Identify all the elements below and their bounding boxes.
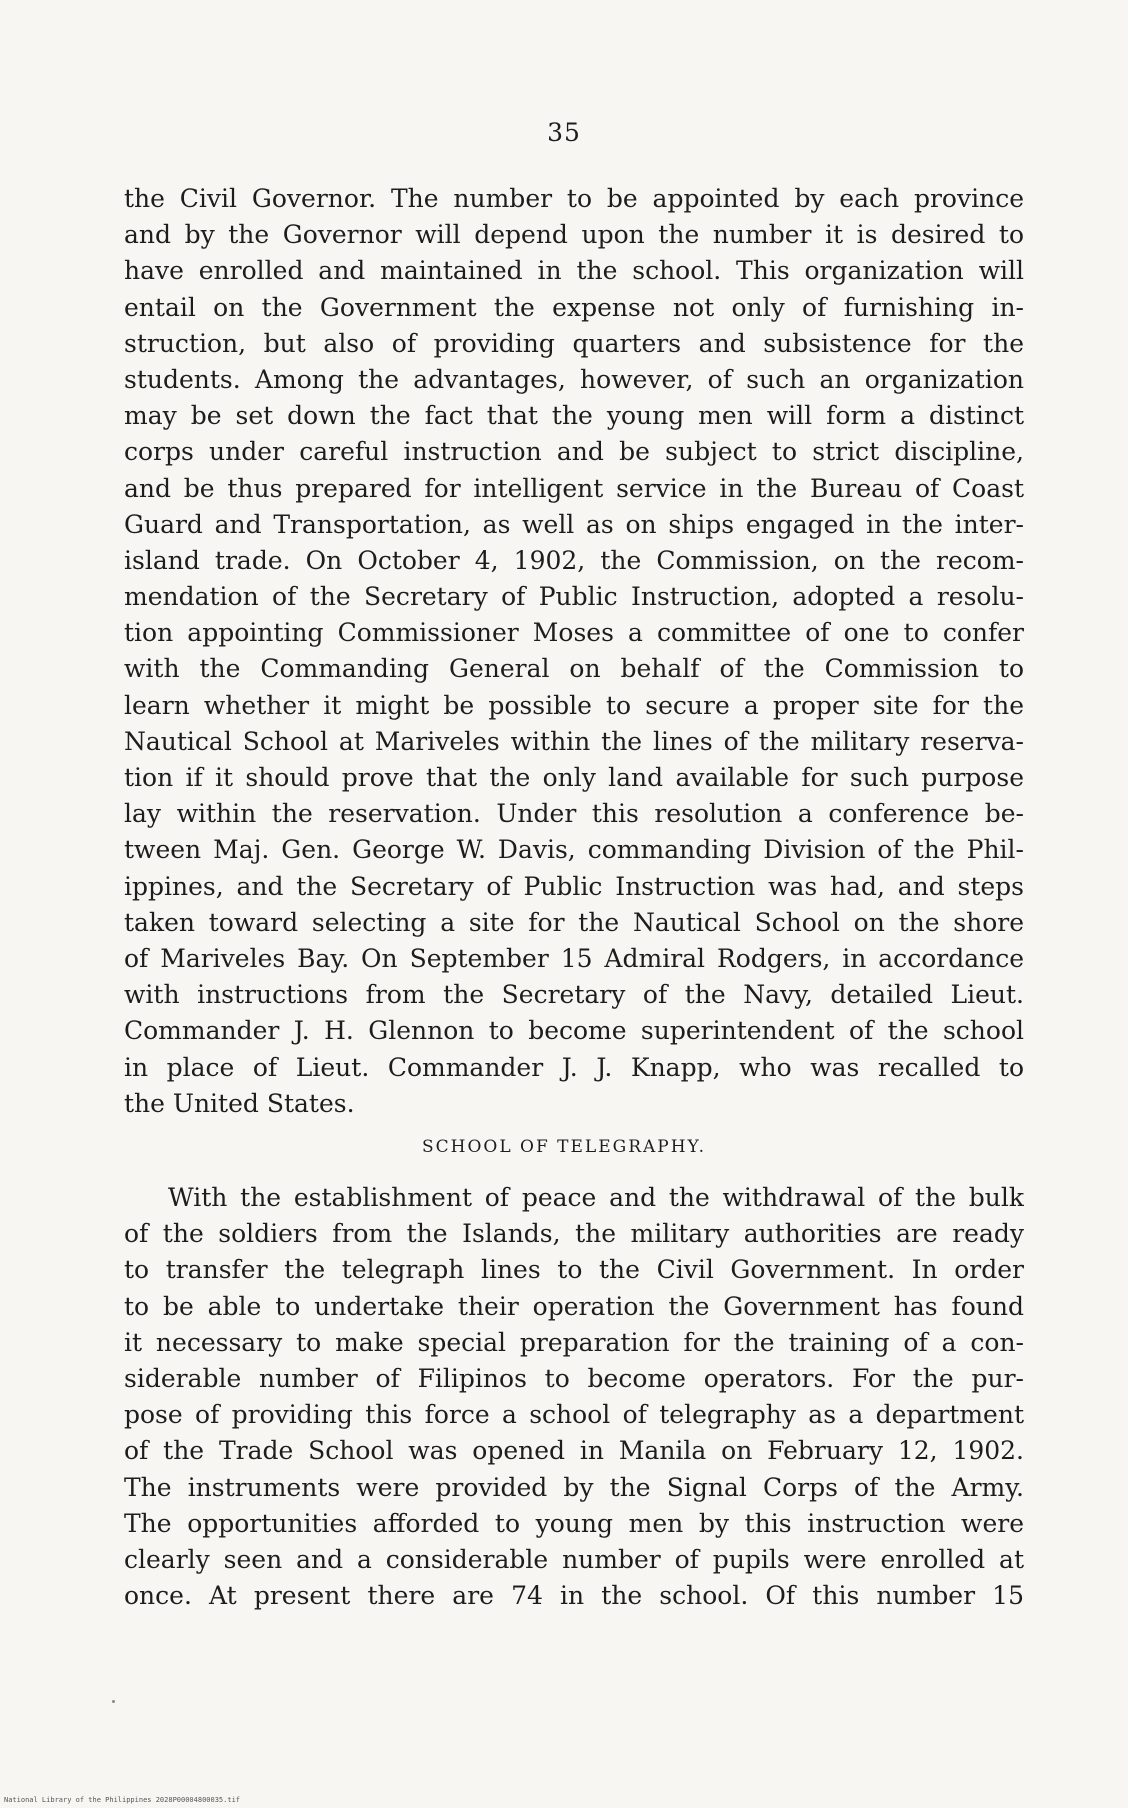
text-line: to transfer the telegraph lines to the Civil Government. In order — [124, 1255, 1024, 1285]
text-line: mendation of the Secretary of Public Instruction, adopted a resolu- — [124, 582, 1024, 612]
text-line: learn whether it might be possible to secure a proper site for the — [124, 690, 1024, 720]
page-number: 35 — [547, 118, 581, 147]
text-line: have enrolled and maintained in the school. This organization will — [124, 256, 1024, 286]
text-line: The opportunities afforded to young men by this instruction were — [124, 1508, 1024, 1538]
text-line: Guard and Transportation, as well as on ships engaged in the inter- — [124, 509, 1024, 539]
text-line: clearly seen and a considerable number of pupils were enrolled at — [124, 1544, 1024, 1574]
text-line: struction, but also of providing quarters and subsistence for the — [124, 328, 1024, 358]
paragraph-nautical-school — [124, 181, 1024, 1122]
text-line: and by the Governor will depend upon the number it is desired to — [124, 220, 1024, 250]
text-line: tween Maj. Gen. George W. Davis, commanding Division of the Phil- — [124, 835, 1024, 865]
text-line: of Mariveles Bay. On September 15 Admiral Rodgers, in accordance — [124, 943, 1024, 973]
text-line: in place of Lieut. Commander J. J. Knapp, who was recalled to — [124, 1052, 1024, 1082]
text-line: ippines, and the Secretary of Public Instruction was had, and steps — [124, 871, 1024, 901]
text-line: of the Trade School was opened in Manila on February 12, 1902. — [124, 1436, 1024, 1466]
text-line: may be set down the fact that the young men will form a distinct — [124, 401, 1024, 431]
text-line: pose of providing this force a school of telegraphy as a department — [124, 1400, 1024, 1430]
text-line: the Civil Governor. The number to be appointed by each province — [124, 184, 1024, 213]
text-line: entail on the Government the expense not only of furnishing in- — [124, 292, 1024, 322]
paragraph-school-of-telegraphy — [124, 1180, 1024, 1614]
text-line: tion appointing Commissioner Moses a committee of one to confer — [124, 618, 1024, 648]
scan-speck — [112, 1700, 115, 1703]
text-line: the United States. — [124, 1088, 355, 1118]
text-line: island trade. On October 4, 1902, the Commission, on the recom- — [124, 545, 1024, 575]
text-line: Commander J. H. Glennon to become superintendent of the school — [124, 1016, 1024, 1046]
text-line: tion if it should prove that the only land available for such purpose — [124, 763, 1024, 792]
text-line: corps under careful instruction and be subject to strict discipline, — [124, 437, 1024, 467]
text-line: to be able to undertake their operation the Government has found — [124, 1291, 1024, 1321]
text-line: once. At present there are 74 in the school. Of this number 15 — [124, 1581, 1024, 1611]
text-line: With the establishment of peace and the withdrawal of the bulk — [168, 1183, 1024, 1212]
text-line: The instruments were provided by the Signal Corps of the Army. — [124, 1472, 1024, 1502]
text-line: with the Commanding General on behalf of the Commission to — [124, 654, 1024, 684]
text-line: taken toward selecting a site for the Nautical School on the shore — [124, 907, 1024, 937]
text-line: of the soldiers from the Islands, the military authorities are ready — [124, 1219, 1024, 1249]
text-line: Nautical School at Mariveles within the lines of the military reserva- — [124, 726, 1024, 756]
text-line: and be thus prepared for intelligent service in the Bureau of Coast — [124, 473, 1024, 503]
scan-footer: National Library of the Philippines 2028P00004800035.tif — [4, 1796, 241, 1804]
text-line: with instructions from the Secretary of the Navy, detailed Lieut. — [124, 980, 1024, 1010]
text-line: students. Among the advantages, however, of such an organization — [124, 364, 1024, 394]
text-line: it necessary to make special preparation for the training of a con- — [124, 1327, 1024, 1357]
section-heading: SCHOOL OF TELEGRAPHY. — [422, 1137, 706, 1157]
text-line: lay within the reservation. Under this resolution a conference be- — [124, 799, 1024, 829]
text-line: siderable number of Filipinos to become operators. For the pur- — [124, 1363, 1024, 1393]
